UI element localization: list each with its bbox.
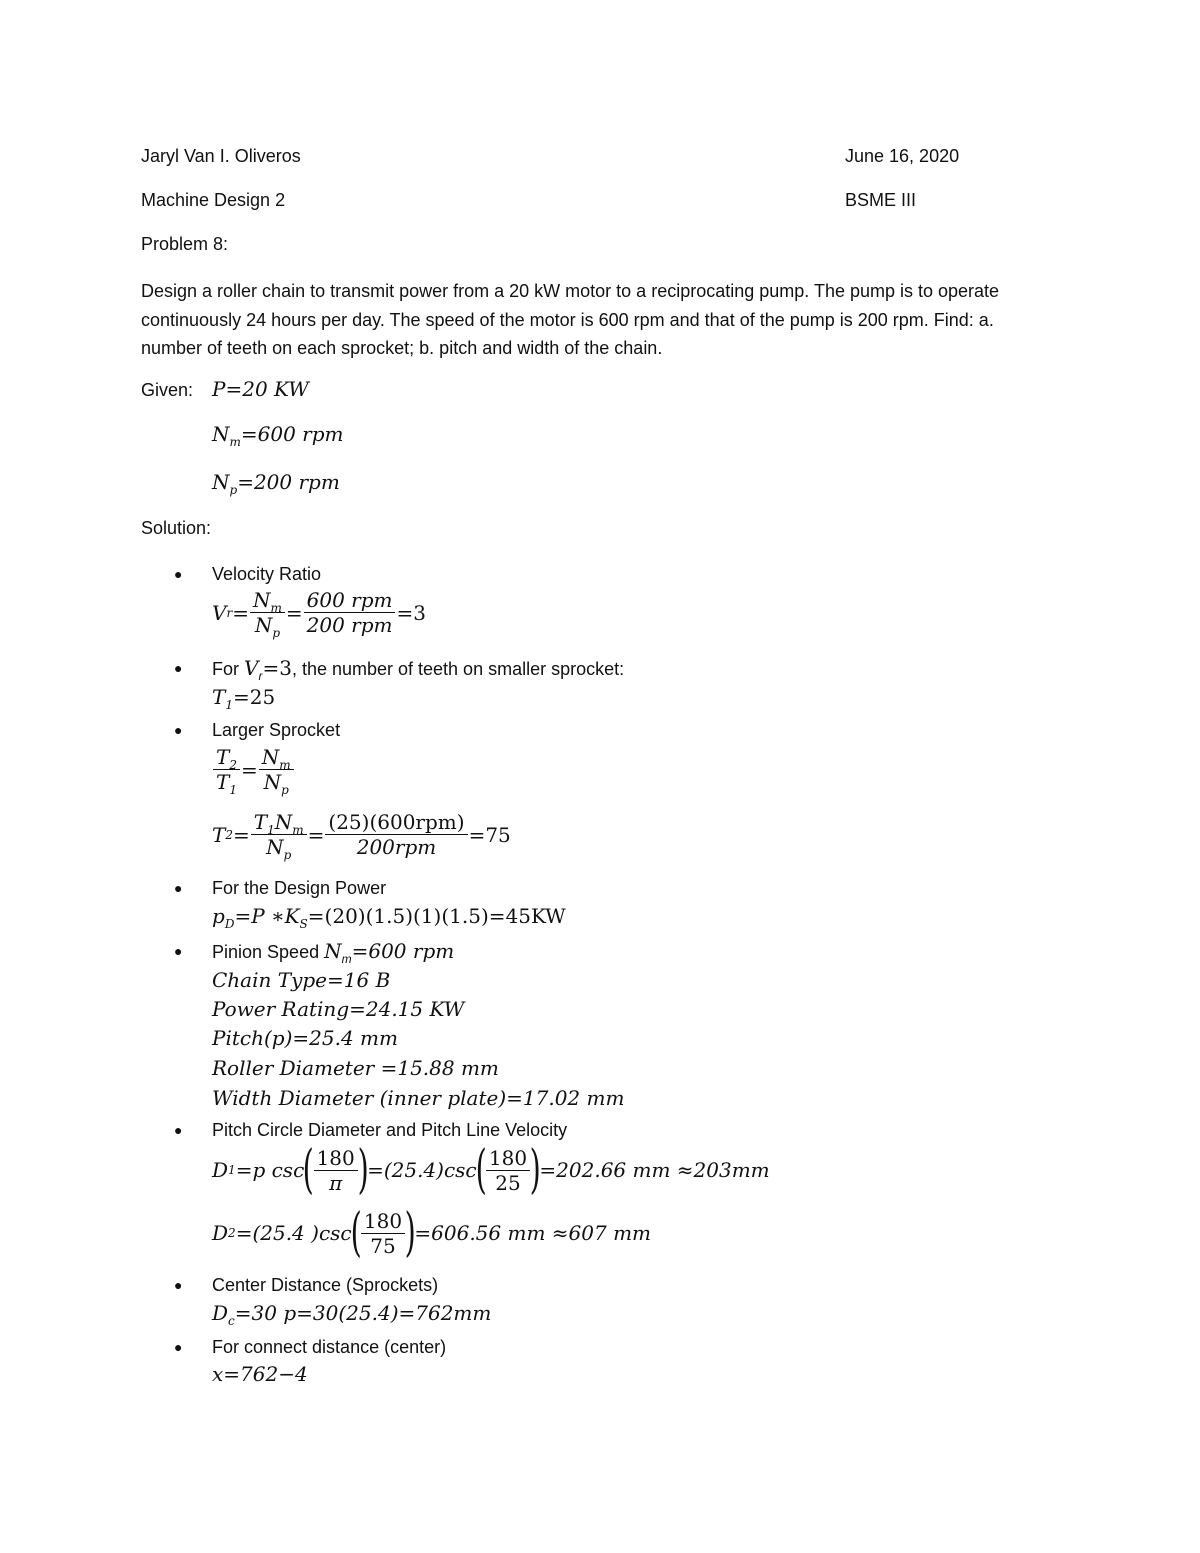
- date: June 16, 2020: [845, 146, 960, 166]
- design-power-heading: For the Design Power: [212, 878, 387, 898]
- pinion-speed-heading: Pinion Speed $N_m=600$ rpm: [212, 939, 455, 966]
- center-distance-equation: $D_c=30$ p=30(25.4)=762mm: [212, 1301, 492, 1328]
- pitch: Pitch(p)=25.4 mm: [212, 1026, 398, 1050]
- width-diameter: Width Diameter (inner plate)=17.02 mm: [212, 1086, 625, 1110]
- fraction: $\frac{\text{600 rpm}}{\text{200 rpm}}$: [304, 588, 396, 637]
- design-power-equation: $p_D=P$ $∗K_S=(20)(1.5)(1)(1.5)=45KW$: [212, 904, 566, 931]
- given-pump-speed: $N_p=200$ rpm: [212, 470, 340, 497]
- roller-diameter: Roller Diameter =15.88 mm: [212, 1056, 499, 1080]
- center-distance-heading: Center Distance (Sprockets): [212, 1275, 439, 1295]
- given-motor-speed: $N_m=600$ rpm: [212, 422, 344, 449]
- given-power: P=20 KW: [212, 377, 309, 401]
- fraction: $\frac{180}{75}$: [361, 1209, 405, 1258]
- section: BSME III: [845, 190, 917, 210]
- smaller-sprocket-teeth: $T_1=25$: [212, 685, 276, 712]
- larger-sprocket-heading: Larger Sprocket: [212, 720, 341, 740]
- fraction: $\frac{180}{25}$: [486, 1146, 530, 1195]
- bullet: ●: [174, 660, 183, 676]
- bullet: ●: [174, 1122, 183, 1138]
- velocity-ratio-heading: Velocity Ratio: [212, 564, 322, 584]
- bullet: ●: [174, 1339, 183, 1355]
- problem-statement: Design a roller chain to transmit power from a 20 kW motor to a reciprocating pump. The pump is to operate continuously 24 hours per day. The speed of the motor is 600 rpm and that of the pump is 200 rpm. Find: a. number of teeth on each sprocket; b. pitch and width of the chain.: [141, 281, 1000, 358]
- fraction: $\frac{\text{(25)(600rpm)}}{\text{200rpm}}$: [325, 810, 467, 859]
- student-name: Jaryl Van I. Oliveros: [141, 146, 301, 166]
- course-name: Machine Design 2: [141, 190, 286, 210]
- connect-distance-heading: For connect distance (center): [212, 1337, 447, 1357]
- pitch-circle-heading: Pitch Circle Diameter and Pitch Line Velocity: [212, 1120, 568, 1140]
- bullet: ●: [174, 943, 183, 959]
- solution-label: Solution:: [141, 518, 212, 538]
- fraction: $\frac{N_m}{N_p}$: [259, 745, 294, 794]
- fraction: $\frac{T_2}{T_1}$: [213, 745, 240, 794]
- given-label: Given:: [141, 380, 194, 400]
- larger-sprocket-equation: T 2 = $\frac{T_1N_m}{N_p}$ = $\frac{\text{(25)(600rpm)}}{\text{200rpm}}$ =75: [212, 810, 511, 862]
- smaller-sprocket-heading: For $V_r=3$, the number of teeth on smaller sprocket:: [212, 656, 625, 683]
- bullet: ●: [174, 880, 183, 896]
- bullet: ●: [174, 722, 183, 738]
- teeth-ratio-equation: $\frac{T_2}{T_1}$ = $\frac{N_m}{N_p}$: [212, 745, 295, 794]
- fraction: $\frac{T_1N_m}{N_p}$: [251, 810, 307, 859]
- problem-number: Problem 8:: [141, 234, 229, 254]
- connect-distance-equation: x=762−4: [212, 1362, 308, 1386]
- velocity-ratio-equation: V r = $\frac{N_m}{N_p}$ = $\frac{\text{600 rpm}}{\text{200 rpm}}$ =3: [212, 588, 426, 640]
- fraction: $\frac{180}{\pi}$: [314, 1146, 358, 1195]
- bullet: ●: [174, 566, 183, 582]
- d2-equation: D 2 =(25.4 )csc ( $\frac{180}{75}$ ) =606.56 mm ≈607 mm: [212, 1203, 651, 1263]
- chain-type: Chain Type=16 B: [212, 968, 391, 992]
- fraction: $\frac{N_m}{N_p}$: [250, 588, 285, 637]
- bullet: ●: [174, 1277, 183, 1293]
- power-rating: Power Rating=24.15 KW: [212, 997, 465, 1021]
- d1-equation: D 1 =p csc ( $\frac{180}{\pi}$ ) =(25.4)csc ( $\frac{180}{25}$ ) =202.66 mm ≈203mm: [212, 1140, 770, 1200]
